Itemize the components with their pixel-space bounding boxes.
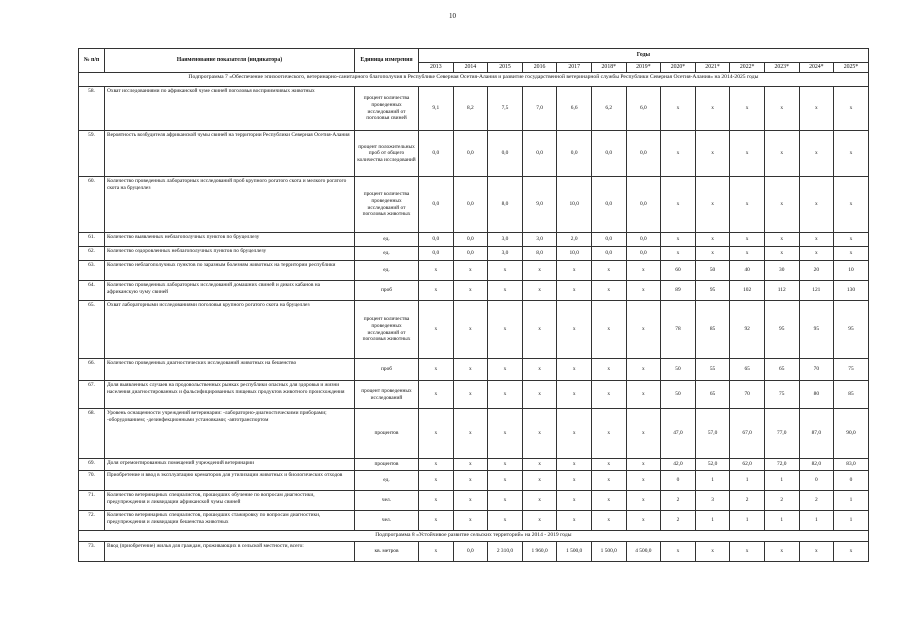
- indicator-name: Количество неблагополучных пунктов по заразным болезням животных на территории республики: [105, 261, 355, 281]
- indicator-name: Количество проведенных лабораторных исследований проб крупного рогатого скота и мелкого рогатого скота на бруцеллез: [105, 177, 355, 233]
- value-cell: 40: [730, 261, 765, 281]
- value-cell: 9,1: [419, 87, 454, 131]
- value-cell: х: [522, 301, 557, 359]
- header-unit: Единица измерения: [355, 49, 419, 73]
- value-cell: х: [626, 491, 661, 511]
- header-year: 2018*: [591, 63, 626, 73]
- value-cell: 121: [799, 281, 834, 301]
- unit-cell: процентов: [355, 409, 419, 459]
- value-cell: х: [799, 542, 834, 562]
- value-cell: 82,0: [799, 459, 834, 471]
- value-cell: х: [419, 381, 454, 409]
- value-cell: 0,0: [453, 131, 488, 177]
- unit-cell: ед.: [355, 471, 419, 491]
- value-cell: х: [661, 177, 696, 233]
- indicator-name: Количество проведенных диагностических исследований животных на бешенство: [105, 359, 355, 381]
- value-cell: х: [419, 301, 454, 359]
- value-cell: 0,0: [419, 247, 454, 261]
- value-cell: х: [557, 301, 592, 359]
- value-cell: х: [591, 491, 626, 511]
- table-row: [79, 261, 869, 281]
- unit-cell: процент количества проведенных исследований от поголовья животных: [355, 177, 419, 233]
- table-row: [79, 459, 869, 471]
- value-cell: 0,0: [626, 233, 661, 247]
- value-cell: х: [764, 131, 799, 177]
- value-cell: 7,5: [488, 87, 523, 131]
- header-year: 2013: [419, 63, 454, 73]
- value-cell: 0: [834, 471, 869, 491]
- value-cell: 8,0: [488, 177, 523, 233]
- indicator-name: Количество ветеринарных специалистов, прошедших обучение по вопросам диагностики, предупреждения и ликвидации африканской чумы свиней: [105, 491, 355, 511]
- table-row: [79, 301, 869, 359]
- row-number: 62.: [79, 247, 105, 261]
- value-cell: х: [661, 233, 696, 247]
- value-cell: х: [695, 177, 730, 233]
- value-cell: 3,0: [488, 233, 523, 247]
- value-cell: х: [453, 261, 488, 281]
- value-cell: 3,0: [522, 233, 557, 247]
- value-cell: х: [522, 459, 557, 471]
- value-cell: х: [453, 471, 488, 491]
- value-cell: 77,0: [764, 409, 799, 459]
- unit-cell: кв. метров: [355, 542, 419, 562]
- row-number: 59.: [79, 131, 105, 177]
- value-cell: х: [557, 381, 592, 409]
- value-cell: х: [488, 409, 523, 459]
- value-cell: 10,0: [557, 177, 592, 233]
- value-cell: х: [834, 233, 869, 247]
- value-cell: х: [522, 381, 557, 409]
- value-cell: х: [419, 542, 454, 562]
- indicator-name: Охват лабораторными исследованиями поголовья крупного рогатого скота на бруцеллез: [105, 301, 355, 359]
- value-cell: 0: [799, 471, 834, 491]
- value-cell: х: [453, 511, 488, 531]
- value-cell: 85: [834, 381, 869, 409]
- value-cell: 95: [799, 301, 834, 359]
- value-cell: х: [626, 471, 661, 491]
- value-cell: 1 500,0: [557, 542, 592, 562]
- value-cell: 30: [764, 261, 799, 281]
- value-cell: х: [626, 359, 661, 381]
- row-number: 66.: [79, 359, 105, 381]
- value-cell: х: [834, 542, 869, 562]
- value-cell: 10,0: [557, 247, 592, 261]
- header-year: 2025*: [834, 63, 869, 73]
- value-cell: х: [626, 301, 661, 359]
- value-cell: 6,2: [591, 87, 626, 131]
- value-cell: 89: [661, 281, 696, 301]
- table-row: [79, 409, 869, 459]
- table-row: [79, 359, 869, 381]
- value-cell: 4 500,0: [626, 542, 661, 562]
- value-cell: х: [799, 87, 834, 131]
- value-cell: 87,0: [799, 409, 834, 459]
- value-cell: х: [834, 177, 869, 233]
- value-cell: х: [834, 87, 869, 131]
- value-cell: х: [591, 511, 626, 531]
- value-cell: х: [764, 177, 799, 233]
- value-cell: 62,0: [730, 459, 765, 471]
- row-number: 70.: [79, 471, 105, 491]
- value-cell: х: [488, 471, 523, 491]
- value-cell: х: [591, 261, 626, 281]
- value-cell: х: [557, 359, 592, 381]
- value-cell: 95: [695, 281, 730, 301]
- value-cell: х: [419, 471, 454, 491]
- value-cell: х: [730, 233, 765, 247]
- value-cell: 70: [730, 381, 765, 409]
- value-cell: 6,6: [557, 87, 592, 131]
- value-cell: 0,0: [626, 131, 661, 177]
- unit-cell: ед.: [355, 233, 419, 247]
- value-cell: х: [695, 131, 730, 177]
- header-year: 2016: [522, 63, 557, 73]
- value-cell: х: [764, 247, 799, 261]
- header-year: 2021*: [695, 63, 730, 73]
- value-cell: х: [764, 542, 799, 562]
- value-cell: х: [626, 459, 661, 471]
- value-cell: 0,0: [557, 131, 592, 177]
- table-row: [79, 233, 869, 247]
- indicator-name: Приобретение и ввод в эксплуатацию крематоров для утилизации животных и биологических отходов: [105, 471, 355, 491]
- value-cell: 10: [834, 261, 869, 281]
- value-cell: х: [453, 459, 488, 471]
- value-cell: 0,0: [419, 131, 454, 177]
- table-row: [79, 511, 869, 531]
- value-cell: 1 960,0: [522, 542, 557, 562]
- value-cell: х: [695, 247, 730, 261]
- indicator-name: Количество ветеринарных специалистов, прошедших стажировку по вопросам диагностики, предупреждения и ликвидации бешенства животных: [105, 511, 355, 531]
- value-cell: х: [488, 261, 523, 281]
- indicator-name: Количество выявленных неблагополучных пунктов по бруцеллезу: [105, 233, 355, 247]
- value-cell: х: [419, 459, 454, 471]
- value-cell: 102: [730, 281, 765, 301]
- value-cell: х: [591, 409, 626, 459]
- indicator-name: Количество оздоровленных неблагополучных пунктов по бруцеллезу: [105, 247, 355, 261]
- value-cell: х: [730, 177, 765, 233]
- value-cell: х: [626, 261, 661, 281]
- value-cell: х: [695, 87, 730, 131]
- value-cell: х: [557, 471, 592, 491]
- row-number: 61.: [79, 233, 105, 247]
- value-cell: 70: [799, 359, 834, 381]
- unit-cell: чел.: [355, 511, 419, 531]
- subprogram-title: Подпрограмма 8 «Устойчивое развитие сельских территорий» на 2014 - 2019 годы: [79, 531, 869, 542]
- value-cell: х: [488, 491, 523, 511]
- value-cell: х: [695, 542, 730, 562]
- value-cell: х: [591, 359, 626, 381]
- value-cell: 0,0: [419, 233, 454, 247]
- value-cell: х: [419, 261, 454, 281]
- value-cell: х: [557, 409, 592, 459]
- table-row: [79, 87, 869, 131]
- value-cell: 95: [834, 301, 869, 359]
- value-cell: х: [591, 471, 626, 491]
- value-cell: 2: [730, 491, 765, 511]
- indicator-name: Доля отремонтированных помещений учреждений ветеринарии: [105, 459, 355, 471]
- value-cell: х: [834, 131, 869, 177]
- value-cell: 85: [695, 301, 730, 359]
- value-cell: х: [661, 87, 696, 131]
- value-cell: 67,0: [730, 409, 765, 459]
- value-cell: х: [522, 409, 557, 459]
- value-cell: 72,0: [764, 459, 799, 471]
- value-cell: 3: [695, 491, 730, 511]
- value-cell: х: [591, 301, 626, 359]
- unit-cell: проб: [355, 281, 419, 301]
- value-cell: 0,0: [419, 177, 454, 233]
- header-year: 2014: [453, 63, 488, 73]
- indicator-name: Количество проведенных лабораторных исследований домашних свиней и диких кабанов на африканскую чуму свиней: [105, 281, 355, 301]
- unit-cell: проб: [355, 359, 419, 381]
- header-num: № п/п: [79, 49, 105, 73]
- value-cell: 75: [834, 359, 869, 381]
- value-cell: 20: [799, 261, 834, 281]
- header-year: 2019*: [626, 63, 661, 73]
- value-cell: х: [834, 247, 869, 261]
- value-cell: 1: [799, 511, 834, 531]
- value-cell: 50: [661, 359, 696, 381]
- value-cell: х: [799, 247, 834, 261]
- value-cell: х: [453, 359, 488, 381]
- value-cell: 1: [730, 511, 765, 531]
- value-cell: х: [591, 381, 626, 409]
- value-cell: х: [764, 87, 799, 131]
- value-cell: 1: [764, 471, 799, 491]
- value-cell: 0,0: [453, 542, 488, 562]
- value-cell: 0,0: [591, 131, 626, 177]
- value-cell: х: [453, 409, 488, 459]
- value-cell: х: [453, 281, 488, 301]
- header-year: 2017: [557, 63, 592, 73]
- value-cell: х: [591, 281, 626, 301]
- table-row: [79, 491, 869, 511]
- value-cell: х: [419, 491, 454, 511]
- value-cell: х: [661, 542, 696, 562]
- table-row: [79, 381, 869, 409]
- value-cell: 1 500,0: [591, 542, 626, 562]
- table-row: [79, 131, 869, 177]
- value-cell: х: [522, 511, 557, 531]
- row-number: 73.: [79, 542, 105, 562]
- value-cell: 0,0: [626, 177, 661, 233]
- value-cell: 47,0: [661, 409, 696, 459]
- value-cell: 0,0: [453, 177, 488, 233]
- value-cell: 0,0: [488, 131, 523, 177]
- value-cell: 65: [730, 359, 765, 381]
- value-cell: х: [488, 511, 523, 531]
- value-cell: 2: [661, 491, 696, 511]
- value-cell: х: [419, 359, 454, 381]
- page-number: 10: [449, 12, 456, 20]
- value-cell: х: [419, 511, 454, 531]
- row-number: 60.: [79, 177, 105, 233]
- indicator-name: Вероятность возбудителя африканской чумы свиней на территории Республики Северная Осетия-Алания: [105, 131, 355, 177]
- table-row: [79, 177, 869, 233]
- value-cell: 0,0: [522, 131, 557, 177]
- row-number: 58.: [79, 87, 105, 131]
- value-cell: 52,0: [695, 459, 730, 471]
- value-cell: 90,0: [834, 409, 869, 459]
- value-cell: 75: [764, 381, 799, 409]
- value-cell: х: [799, 177, 834, 233]
- value-cell: х: [626, 381, 661, 409]
- value-cell: х: [488, 301, 523, 359]
- value-cell: х: [626, 409, 661, 459]
- value-cell: х: [661, 247, 696, 261]
- subprogram-title: Подпрограмма 7 «Обеспечение эпизоотического, ветеринарно-санитарного благополучия в Республике Северная Осетия-Алания и развитие государственной ветеринарной службы Республики Северная Осетия-Алания» на 2014-2025 годы: [79, 73, 869, 87]
- value-cell: х: [799, 131, 834, 177]
- value-cell: 9,0: [522, 177, 557, 233]
- value-cell: 0,0: [591, 177, 626, 233]
- unit-cell: процентов: [355, 459, 419, 471]
- header-year: 2022*: [730, 63, 765, 73]
- header-year: 2020*: [661, 63, 696, 73]
- value-cell: х: [453, 301, 488, 359]
- value-cell: 50: [661, 381, 696, 409]
- row-number: 67.: [79, 381, 105, 409]
- value-cell: 0,0: [453, 247, 488, 261]
- header-year: 2015: [488, 63, 523, 73]
- value-cell: 55: [695, 359, 730, 381]
- value-cell: 92: [730, 301, 765, 359]
- value-cell: 8,0: [522, 247, 557, 261]
- unit-cell: чел.: [355, 491, 419, 511]
- table-row: [79, 247, 869, 261]
- header-year: 2024*: [799, 63, 834, 73]
- value-cell: 2: [799, 491, 834, 511]
- value-cell: х: [557, 511, 592, 531]
- value-cell: 0,0: [591, 233, 626, 247]
- value-cell: х: [522, 359, 557, 381]
- value-cell: х: [626, 511, 661, 531]
- value-cell: 95: [764, 301, 799, 359]
- value-cell: 65: [695, 381, 730, 409]
- value-cell: х: [799, 233, 834, 247]
- indicators-table: [78, 48, 869, 562]
- value-cell: 1: [695, 471, 730, 491]
- value-cell: 6,0: [626, 87, 661, 131]
- value-cell: х: [661, 131, 696, 177]
- value-cell: х: [695, 233, 730, 247]
- header-years-group: Годы: [419, 49, 869, 63]
- unit-cell: ед.: [355, 261, 419, 281]
- header-name: Наименование показателя (индикатора): [105, 49, 355, 73]
- unit-cell: процент количества проведенных исследований от поголовья животных: [355, 301, 419, 359]
- value-cell: 0: [661, 471, 696, 491]
- header-year: 2023*: [764, 63, 799, 73]
- value-cell: х: [419, 409, 454, 459]
- value-cell: х: [764, 233, 799, 247]
- value-cell: 65: [764, 359, 799, 381]
- value-cell: х: [488, 281, 523, 301]
- value-cell: х: [453, 491, 488, 511]
- value-cell: х: [488, 359, 523, 381]
- value-cell: 80: [799, 381, 834, 409]
- value-cell: х: [522, 281, 557, 301]
- row-number: 72.: [79, 511, 105, 531]
- value-cell: х: [557, 491, 592, 511]
- value-cell: х: [488, 459, 523, 471]
- value-cell: 83,0: [834, 459, 869, 471]
- value-cell: 0,0: [591, 247, 626, 261]
- row-number: 68.: [79, 409, 105, 459]
- value-cell: х: [522, 471, 557, 491]
- table-row: [79, 542, 869, 562]
- value-cell: х: [730, 131, 765, 177]
- value-cell: 57,0: [695, 409, 730, 459]
- value-cell: 1: [834, 511, 869, 531]
- value-cell: х: [557, 459, 592, 471]
- value-cell: х: [730, 87, 765, 131]
- value-cell: х: [557, 261, 592, 281]
- value-cell: х: [522, 491, 557, 511]
- unit-cell: процент проведенных исследований: [355, 381, 419, 409]
- value-cell: 8,2: [453, 87, 488, 131]
- row-number: 71.: [79, 491, 105, 511]
- value-cell: 60: [661, 261, 696, 281]
- table-row: [79, 471, 869, 491]
- row-number: 63.: [79, 261, 105, 281]
- value-cell: х: [626, 281, 661, 301]
- value-cell: 1: [764, 511, 799, 531]
- value-cell: х: [557, 281, 592, 301]
- indicator-name: Охват исследованиями по африканской чуме свиней поголовья восприимчивых животных: [105, 87, 355, 131]
- value-cell: 2: [661, 511, 696, 531]
- value-cell: 50: [695, 261, 730, 281]
- value-cell: 130: [834, 281, 869, 301]
- value-cell: 0,0: [626, 247, 661, 261]
- value-cell: 2 310,0: [488, 542, 523, 562]
- value-cell: 7,0: [522, 87, 557, 131]
- value-cell: х: [730, 542, 765, 562]
- value-cell: 78: [661, 301, 696, 359]
- indicator-name: Доля выявленных случаев на продовольственных рынках республики опасных для здоровья и жизни населения диагностированных и фальсифицированных пищевых продуктов животного происхождения: [105, 381, 355, 409]
- value-cell: 2: [764, 491, 799, 511]
- value-cell: х: [591, 459, 626, 471]
- unit-cell: ед.: [355, 247, 419, 261]
- value-cell: 2,0: [557, 233, 592, 247]
- value-cell: х: [488, 381, 523, 409]
- unit-cell: процент количества проведенных исследований от поголовья свиней: [355, 87, 419, 131]
- indicator-name: Уровень оснащенности учреждений ветеринарии: -лабораторно-диагностическими приборами; -оборудованием; -дезинфекционными установками; -автотранспортом: [105, 409, 355, 459]
- value-cell: 0,0: [453, 233, 488, 247]
- value-cell: 1: [695, 511, 730, 531]
- value-cell: 1: [730, 471, 765, 491]
- row-number: 65.: [79, 301, 105, 359]
- unit-cell: процент положительных проб от общего количества исследований: [355, 131, 419, 177]
- value-cell: х: [419, 281, 454, 301]
- indicator-name: Ввод (приобретение) жилья для граждан, проживающих в сельской местности, всего:: [105, 542, 355, 562]
- row-number: 64.: [79, 281, 105, 301]
- value-cell: х: [453, 381, 488, 409]
- value-cell: 3,0: [488, 247, 523, 261]
- value-cell: х: [522, 261, 557, 281]
- value-cell: 1: [834, 491, 869, 511]
- value-cell: 112: [764, 281, 799, 301]
- table-row: [79, 281, 869, 301]
- row-number: 69.: [79, 459, 105, 471]
- value-cell: 42,0: [661, 459, 696, 471]
- value-cell: х: [730, 247, 765, 261]
